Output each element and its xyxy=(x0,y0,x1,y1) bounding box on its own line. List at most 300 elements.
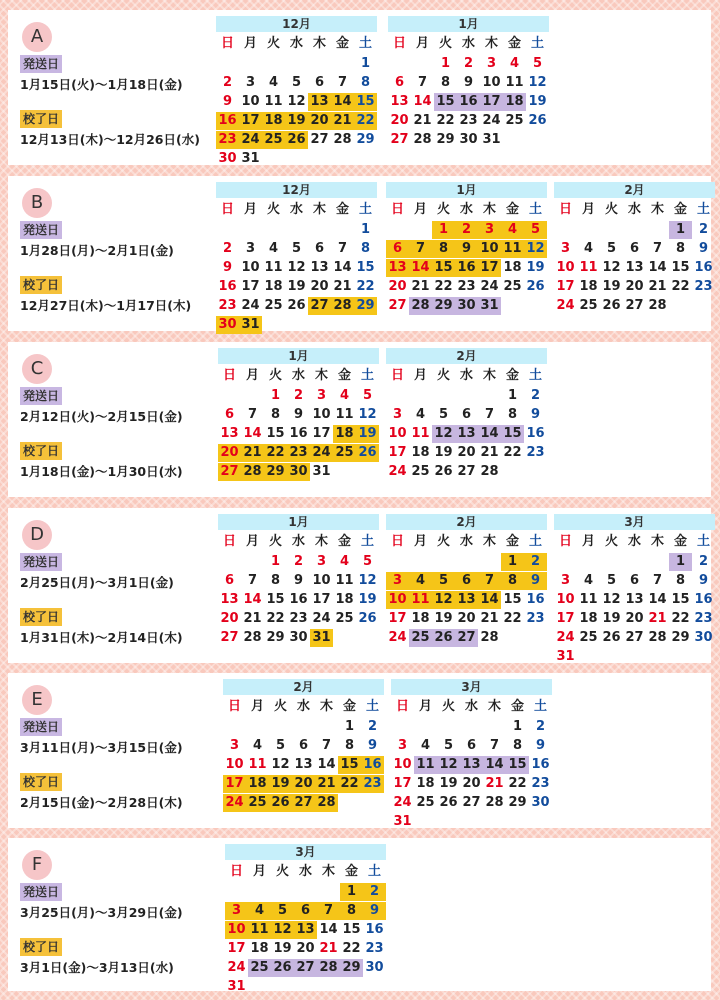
day-cell: 31 xyxy=(556,649,575,664)
weekday-label: 金 xyxy=(335,202,349,217)
day-cell: 10 xyxy=(393,757,412,772)
weekday-label: 月 xyxy=(413,202,427,217)
day-cell: 18 xyxy=(503,260,522,275)
month-calendar xyxy=(216,182,377,332)
day-cell: 13 xyxy=(220,592,239,607)
day-cell: 5 xyxy=(606,573,617,588)
day-cell: 21 xyxy=(331,112,354,130)
day-cell: 7 xyxy=(409,240,432,258)
day-cell: 18 xyxy=(411,611,430,626)
weekday-label: 木 xyxy=(487,699,501,714)
day-cell: 1 xyxy=(669,553,692,571)
day-cell: 3 xyxy=(245,75,256,90)
day-cell: 28 xyxy=(409,297,432,315)
day-cell: 12 xyxy=(437,756,460,774)
day-cell: 17 xyxy=(393,776,412,791)
weekday-label: 日 xyxy=(229,864,243,879)
day-cell: 15 xyxy=(266,592,285,607)
day-cell: 4 xyxy=(501,221,524,239)
day-cell: 18 xyxy=(579,279,598,294)
day-cell: 9 xyxy=(535,738,546,753)
weekday-label: 水 xyxy=(459,202,473,217)
day-cell: 7 xyxy=(321,738,332,753)
weekday-label: 木 xyxy=(312,36,326,51)
day-cell: 20 xyxy=(390,113,409,128)
day-cell: 9 xyxy=(222,260,233,275)
day-cell: 31 xyxy=(239,316,262,334)
day-cell: 12 xyxy=(432,591,455,609)
day-cell: 15 xyxy=(503,592,522,607)
day-cell: 30 xyxy=(365,960,384,975)
day-cell: 26 xyxy=(271,959,294,977)
day-cell: 10 xyxy=(556,260,575,275)
day-cell: 5 xyxy=(362,554,373,569)
day-cell: 24 xyxy=(241,298,260,313)
weekday-label: 土 xyxy=(358,202,372,217)
day-cell: 14 xyxy=(333,260,352,275)
weekday-label: 日 xyxy=(558,534,572,549)
weekday-label: 金 xyxy=(673,202,687,217)
weekday-label: 日 xyxy=(392,36,406,51)
day-cell: 25 xyxy=(246,794,269,812)
day-cell: 17 xyxy=(480,93,503,111)
day-cell: 17 xyxy=(388,611,407,626)
day-cell: 19 xyxy=(526,260,545,275)
day-cell: 13 xyxy=(625,592,644,607)
day-cell: 21 xyxy=(480,445,499,460)
day-cell: 17 xyxy=(388,445,407,460)
day-cell: 31 xyxy=(482,132,501,147)
day-cell: 12 xyxy=(271,757,290,772)
day-cell: 10 xyxy=(482,75,501,90)
day-cell: 17 xyxy=(241,279,260,294)
weekday-label: 火 xyxy=(438,36,452,51)
day-cell: 8 xyxy=(675,573,686,588)
day-cell: 14 xyxy=(331,93,354,111)
day-cell: 14 xyxy=(478,591,501,609)
day-cell: 10 xyxy=(478,240,501,258)
day-cell: 6 xyxy=(629,241,640,256)
weekday-label: 日 xyxy=(390,368,404,383)
day-cell: 9 xyxy=(367,738,378,753)
day-cell: 16 xyxy=(216,112,239,130)
day-cell: 9 xyxy=(530,407,541,422)
day-cell: 29 xyxy=(264,463,287,481)
day-cell: 25 xyxy=(248,959,271,977)
day-cell: 30 xyxy=(531,795,550,810)
ship-date-label: 発送日 xyxy=(20,718,62,736)
day-cell: 25 xyxy=(416,795,435,810)
weekday-label: 土 xyxy=(528,368,542,383)
weekday-label: 火 xyxy=(266,36,280,51)
weekday-label: 日 xyxy=(220,202,234,217)
day-cell: 27 xyxy=(457,464,476,479)
day-cell: 26 xyxy=(434,464,453,479)
day-cell: 14 xyxy=(243,592,262,607)
day-cell: 20 xyxy=(218,444,241,462)
day-cell: 23 xyxy=(289,611,308,626)
day-cell: 8 xyxy=(344,738,355,753)
day-cell: 11 xyxy=(264,260,283,275)
day-cell: 19 xyxy=(439,776,458,791)
day-cell: 26 xyxy=(269,794,292,812)
day-cell: 20 xyxy=(308,112,331,130)
day-cell: 10 xyxy=(241,260,260,275)
day-cell: 9 xyxy=(293,407,304,422)
day-cell: 10 xyxy=(312,407,331,422)
day-cell: 8 xyxy=(440,75,451,90)
day-cell: 14 xyxy=(483,756,506,774)
day-cell: 27 xyxy=(220,630,239,645)
day-cell: 16 xyxy=(694,260,713,275)
day-cell: 10 xyxy=(312,573,331,588)
day-cell: 21 xyxy=(411,279,430,294)
weekday-label: 木 xyxy=(321,864,335,879)
month-header: 2月 xyxy=(386,348,547,364)
schedule-letter-badge: D xyxy=(22,520,52,550)
day-cell: 19 xyxy=(434,445,453,460)
day-cell: 5 xyxy=(275,738,286,753)
schedule-letter-badge: F xyxy=(22,850,52,880)
day-cell: 7 xyxy=(489,738,500,753)
weekday-label: 金 xyxy=(337,534,351,549)
proof-date-range: 1月31日(木)～2月14日(木) xyxy=(20,630,183,645)
weekday-label: 金 xyxy=(507,36,521,51)
day-cell: 4 xyxy=(420,738,431,753)
day-cell: 26 xyxy=(287,298,306,313)
day-cell: 15 xyxy=(506,756,529,774)
day-cell: 9 xyxy=(293,573,304,588)
schedule-letter-badge: E xyxy=(22,685,52,715)
day-cell: 22 xyxy=(434,279,453,294)
weekday-label: 日 xyxy=(395,699,409,714)
weekday-label: 火 xyxy=(436,368,450,383)
weekday-label: 土 xyxy=(530,36,544,51)
calendar-panel-c xyxy=(8,342,711,497)
day-cell: 10 xyxy=(386,591,409,609)
ship-date-range: 1月28日(月)～2月1日(金) xyxy=(20,243,174,258)
day-cell: 4 xyxy=(339,388,350,403)
day-cell: 7 xyxy=(417,75,428,90)
month-header: 1月 xyxy=(218,514,379,530)
weekday-label: 土 xyxy=(528,534,542,549)
day-cell: 17 xyxy=(312,592,331,607)
day-cell: 11 xyxy=(579,592,598,607)
ship-date-range: 2月12日(火)～2月15日(金) xyxy=(20,409,183,424)
day-cell: 29 xyxy=(354,297,377,315)
proof-date-range: 2月15日(金)～2月28日(木) xyxy=(20,795,183,810)
calendar-panel-f xyxy=(8,838,711,994)
day-cell: 5 xyxy=(271,902,294,920)
day-cell: 18 xyxy=(262,112,285,130)
day-cell: 11 xyxy=(264,94,283,109)
day-cell: 24 xyxy=(480,279,499,294)
month-header: 2月 xyxy=(386,514,547,530)
day-cell: 2 xyxy=(293,388,304,403)
day-cell: 21 xyxy=(241,444,264,462)
month-header: 3月 xyxy=(391,679,552,695)
day-cell: 3 xyxy=(386,572,409,590)
day-cell: 14 xyxy=(648,260,667,275)
day-cell: 21 xyxy=(243,611,262,626)
day-cell: 28 xyxy=(333,132,352,147)
weekday-label: 火 xyxy=(268,368,282,383)
day-cell: 3 xyxy=(245,241,256,256)
day-cell: 24 xyxy=(388,464,407,479)
day-cell: 22 xyxy=(671,279,690,294)
day-cell: 15 xyxy=(434,93,457,111)
day-cell: 23 xyxy=(694,279,713,294)
day-cell: 5 xyxy=(443,738,454,753)
day-cell: 31 xyxy=(310,629,333,647)
day-cell: 19 xyxy=(358,592,377,607)
day-cell: 19 xyxy=(285,112,308,130)
day-cell: 8 xyxy=(270,573,281,588)
day-cell: 3 xyxy=(316,554,327,569)
day-cell: 21 xyxy=(333,279,352,294)
day-cell: 7 xyxy=(478,572,501,590)
day-cell: 1 xyxy=(360,56,371,71)
day-cell: 27 xyxy=(390,132,409,147)
day-cell: 11 xyxy=(335,407,354,422)
day-cell: 15 xyxy=(356,260,375,275)
day-cell: 14 xyxy=(243,426,262,441)
day-cell: 23 xyxy=(526,445,545,460)
weekday-label: 月 xyxy=(250,699,264,714)
day-cell: 22 xyxy=(266,611,285,626)
weekday-label: 火 xyxy=(266,202,280,217)
day-cell: 20 xyxy=(625,279,644,294)
day-cell: 7 xyxy=(337,75,348,90)
day-cell: 28 xyxy=(331,297,354,315)
day-cell: 13 xyxy=(460,756,483,774)
day-cell: 1 xyxy=(270,554,281,569)
day-cell: 7 xyxy=(247,573,258,588)
day-cell: 4 xyxy=(415,407,426,422)
weekday-label: 水 xyxy=(461,36,475,51)
day-cell: 12 xyxy=(287,94,306,109)
proof-date-range: 12月13日(木)～12月26日(水) xyxy=(20,132,200,147)
day-cell: 8 xyxy=(501,572,524,590)
ship-date-range: 3月11日(月)～3月15日(金) xyxy=(20,740,183,755)
proof-date-label: 校了日 xyxy=(20,608,62,626)
weekday-label: 月 xyxy=(245,534,259,549)
day-cell: 27 xyxy=(625,298,644,313)
month-header: 1月 xyxy=(386,182,547,198)
month-calendar xyxy=(388,16,549,166)
day-cell: 8 xyxy=(340,902,363,920)
month-calendar xyxy=(386,348,547,498)
day-cell: 2 xyxy=(530,388,541,403)
weekday-label: 火 xyxy=(273,699,287,714)
weekday-label: 金 xyxy=(673,534,687,549)
day-cell: 19 xyxy=(356,425,379,443)
day-cell: 29 xyxy=(356,132,375,147)
day-cell: 26 xyxy=(432,629,455,647)
day-cell: 20 xyxy=(457,611,476,626)
weekday-label: 木 xyxy=(482,534,496,549)
day-cell: 28 xyxy=(648,298,667,313)
day-cell: 30 xyxy=(459,132,478,147)
day-cell: 6 xyxy=(314,75,325,90)
day-cell: 16 xyxy=(694,592,713,607)
day-cell: 12 xyxy=(602,592,621,607)
month-calendar xyxy=(386,182,547,332)
day-cell: 11 xyxy=(248,757,267,772)
day-cell: 29 xyxy=(432,297,455,315)
day-cell: 30 xyxy=(289,630,308,645)
day-cell: 17 xyxy=(312,426,331,441)
day-cell: 4 xyxy=(339,554,350,569)
weekday-label: 水 xyxy=(627,202,641,217)
weekday-label: 水 xyxy=(291,368,305,383)
day-cell: 10 xyxy=(225,921,248,939)
day-cell: 3 xyxy=(316,388,327,403)
day-cell: 13 xyxy=(455,425,478,443)
day-cell: 1 xyxy=(344,719,355,734)
day-cell: 11 xyxy=(411,426,430,441)
day-cell: 26 xyxy=(528,113,547,128)
weekday-label: 金 xyxy=(335,36,349,51)
day-cell: 20 xyxy=(310,279,329,294)
weekday-label: 日 xyxy=(390,534,404,549)
ship-date-range: 2月25日(月)～3月1日(金) xyxy=(20,575,174,590)
day-cell: 2 xyxy=(222,75,233,90)
weekday-label: 木 xyxy=(650,534,664,549)
day-cell: 2 xyxy=(222,241,233,256)
weekday-label: 火 xyxy=(268,534,282,549)
day-cell: 28 xyxy=(648,630,667,645)
day-cell: 12 xyxy=(602,260,621,275)
day-cell: 31 xyxy=(393,814,412,829)
weekday-label: 水 xyxy=(298,864,312,879)
day-cell: 26 xyxy=(358,611,377,626)
weekday-label: 水 xyxy=(459,534,473,549)
day-cell: 23 xyxy=(218,298,237,313)
day-cell: 25 xyxy=(409,629,432,647)
day-cell: 1 xyxy=(270,388,281,403)
day-cell: 13 xyxy=(220,426,239,441)
schedule-letter-badge: B xyxy=(22,188,52,218)
day-cell: 20 xyxy=(296,941,315,956)
day-cell: 9 xyxy=(222,94,233,109)
weekday-label: 日 xyxy=(220,36,234,51)
day-cell: 11 xyxy=(335,573,354,588)
day-cell: 23 xyxy=(287,444,310,462)
day-cell: 25 xyxy=(579,298,598,313)
day-cell: 16 xyxy=(531,757,550,772)
day-cell: 24 xyxy=(239,131,262,149)
day-cell: 4 xyxy=(268,75,279,90)
day-cell: 6 xyxy=(386,240,409,258)
day-cell: 14 xyxy=(319,922,338,937)
day-cell: 2 xyxy=(524,553,547,571)
day-cell: 4 xyxy=(252,738,263,753)
day-cell: 17 xyxy=(239,112,262,130)
day-cell: 12 xyxy=(528,75,547,90)
proof-date-label: 校了日 xyxy=(20,938,62,956)
weekday-label: 火 xyxy=(604,202,618,217)
day-cell: 28 xyxy=(480,630,499,645)
weekday-label: 土 xyxy=(696,534,710,549)
day-cell: 10 xyxy=(241,94,260,109)
day-cell: 24 xyxy=(482,113,501,128)
day-cell: 5 xyxy=(532,56,543,71)
weekday-label: 金 xyxy=(505,534,519,549)
day-cell: 12 xyxy=(287,260,306,275)
day-cell: 28 xyxy=(413,132,432,147)
day-cell: 24 xyxy=(310,444,333,462)
day-cell: 24 xyxy=(556,630,575,645)
weekday-label: 木 xyxy=(312,202,326,217)
day-cell: 13 xyxy=(390,94,409,109)
day-cell: 4 xyxy=(583,573,594,588)
day-cell: 14 xyxy=(413,94,432,109)
day-cell: 9 xyxy=(455,240,478,258)
weekday-label: 月 xyxy=(581,202,595,217)
day-cell: 24 xyxy=(223,794,246,812)
day-cell: 21 xyxy=(480,611,499,626)
day-cell: 18 xyxy=(335,592,354,607)
day-cell: 26 xyxy=(285,131,308,149)
day-cell: 21 xyxy=(648,279,667,294)
weekday-label: 日 xyxy=(222,368,236,383)
day-cell: 18 xyxy=(411,445,430,460)
day-cell: 8 xyxy=(675,241,686,256)
day-cell: 7 xyxy=(337,241,348,256)
day-cell: 19 xyxy=(602,279,621,294)
day-cell: 27 xyxy=(292,794,315,812)
day-cell: 29 xyxy=(436,132,455,147)
day-cell: 7 xyxy=(652,241,663,256)
day-cell: 5 xyxy=(432,572,455,590)
weekday-label: 木 xyxy=(484,36,498,51)
weekday-label: 金 xyxy=(505,368,519,383)
day-cell: 11 xyxy=(414,756,437,774)
day-cell: 16 xyxy=(526,592,545,607)
ship-date-label: 発送日 xyxy=(20,387,62,405)
calendar-panel-a xyxy=(8,10,711,165)
proof-date-range: 1月18日(金)～1月30日(水) xyxy=(20,464,183,479)
day-cell: 27 xyxy=(388,298,407,313)
day-cell: 8 xyxy=(432,240,455,258)
day-cell: 3 xyxy=(229,738,240,753)
day-cell: 4 xyxy=(268,241,279,256)
day-cell: 5 xyxy=(291,241,302,256)
weekday-label: 土 xyxy=(358,36,372,51)
day-cell: 26 xyxy=(356,444,379,462)
day-cell: 16 xyxy=(289,426,308,441)
day-cell: 22 xyxy=(342,941,361,956)
day-cell: 25 xyxy=(411,464,430,479)
day-cell: 27 xyxy=(308,297,331,315)
day-cell: 19 xyxy=(434,611,453,626)
day-cell: 22 xyxy=(356,279,375,294)
weekday-label: 木 xyxy=(482,368,496,383)
month-calendar xyxy=(386,514,547,664)
weekday-label: 火 xyxy=(441,699,455,714)
weekday-label: 土 xyxy=(528,202,542,217)
day-cell: 19 xyxy=(287,279,306,294)
day-cell: 15 xyxy=(342,922,361,937)
weekday-label: 土 xyxy=(360,368,374,383)
month-header: 3月 xyxy=(554,514,715,530)
weekday-label: 月 xyxy=(245,368,259,383)
day-cell: 10 xyxy=(556,592,575,607)
day-cell: 3 xyxy=(560,573,571,588)
weekday-label: 月 xyxy=(413,368,427,383)
day-cell: 22 xyxy=(671,611,690,626)
